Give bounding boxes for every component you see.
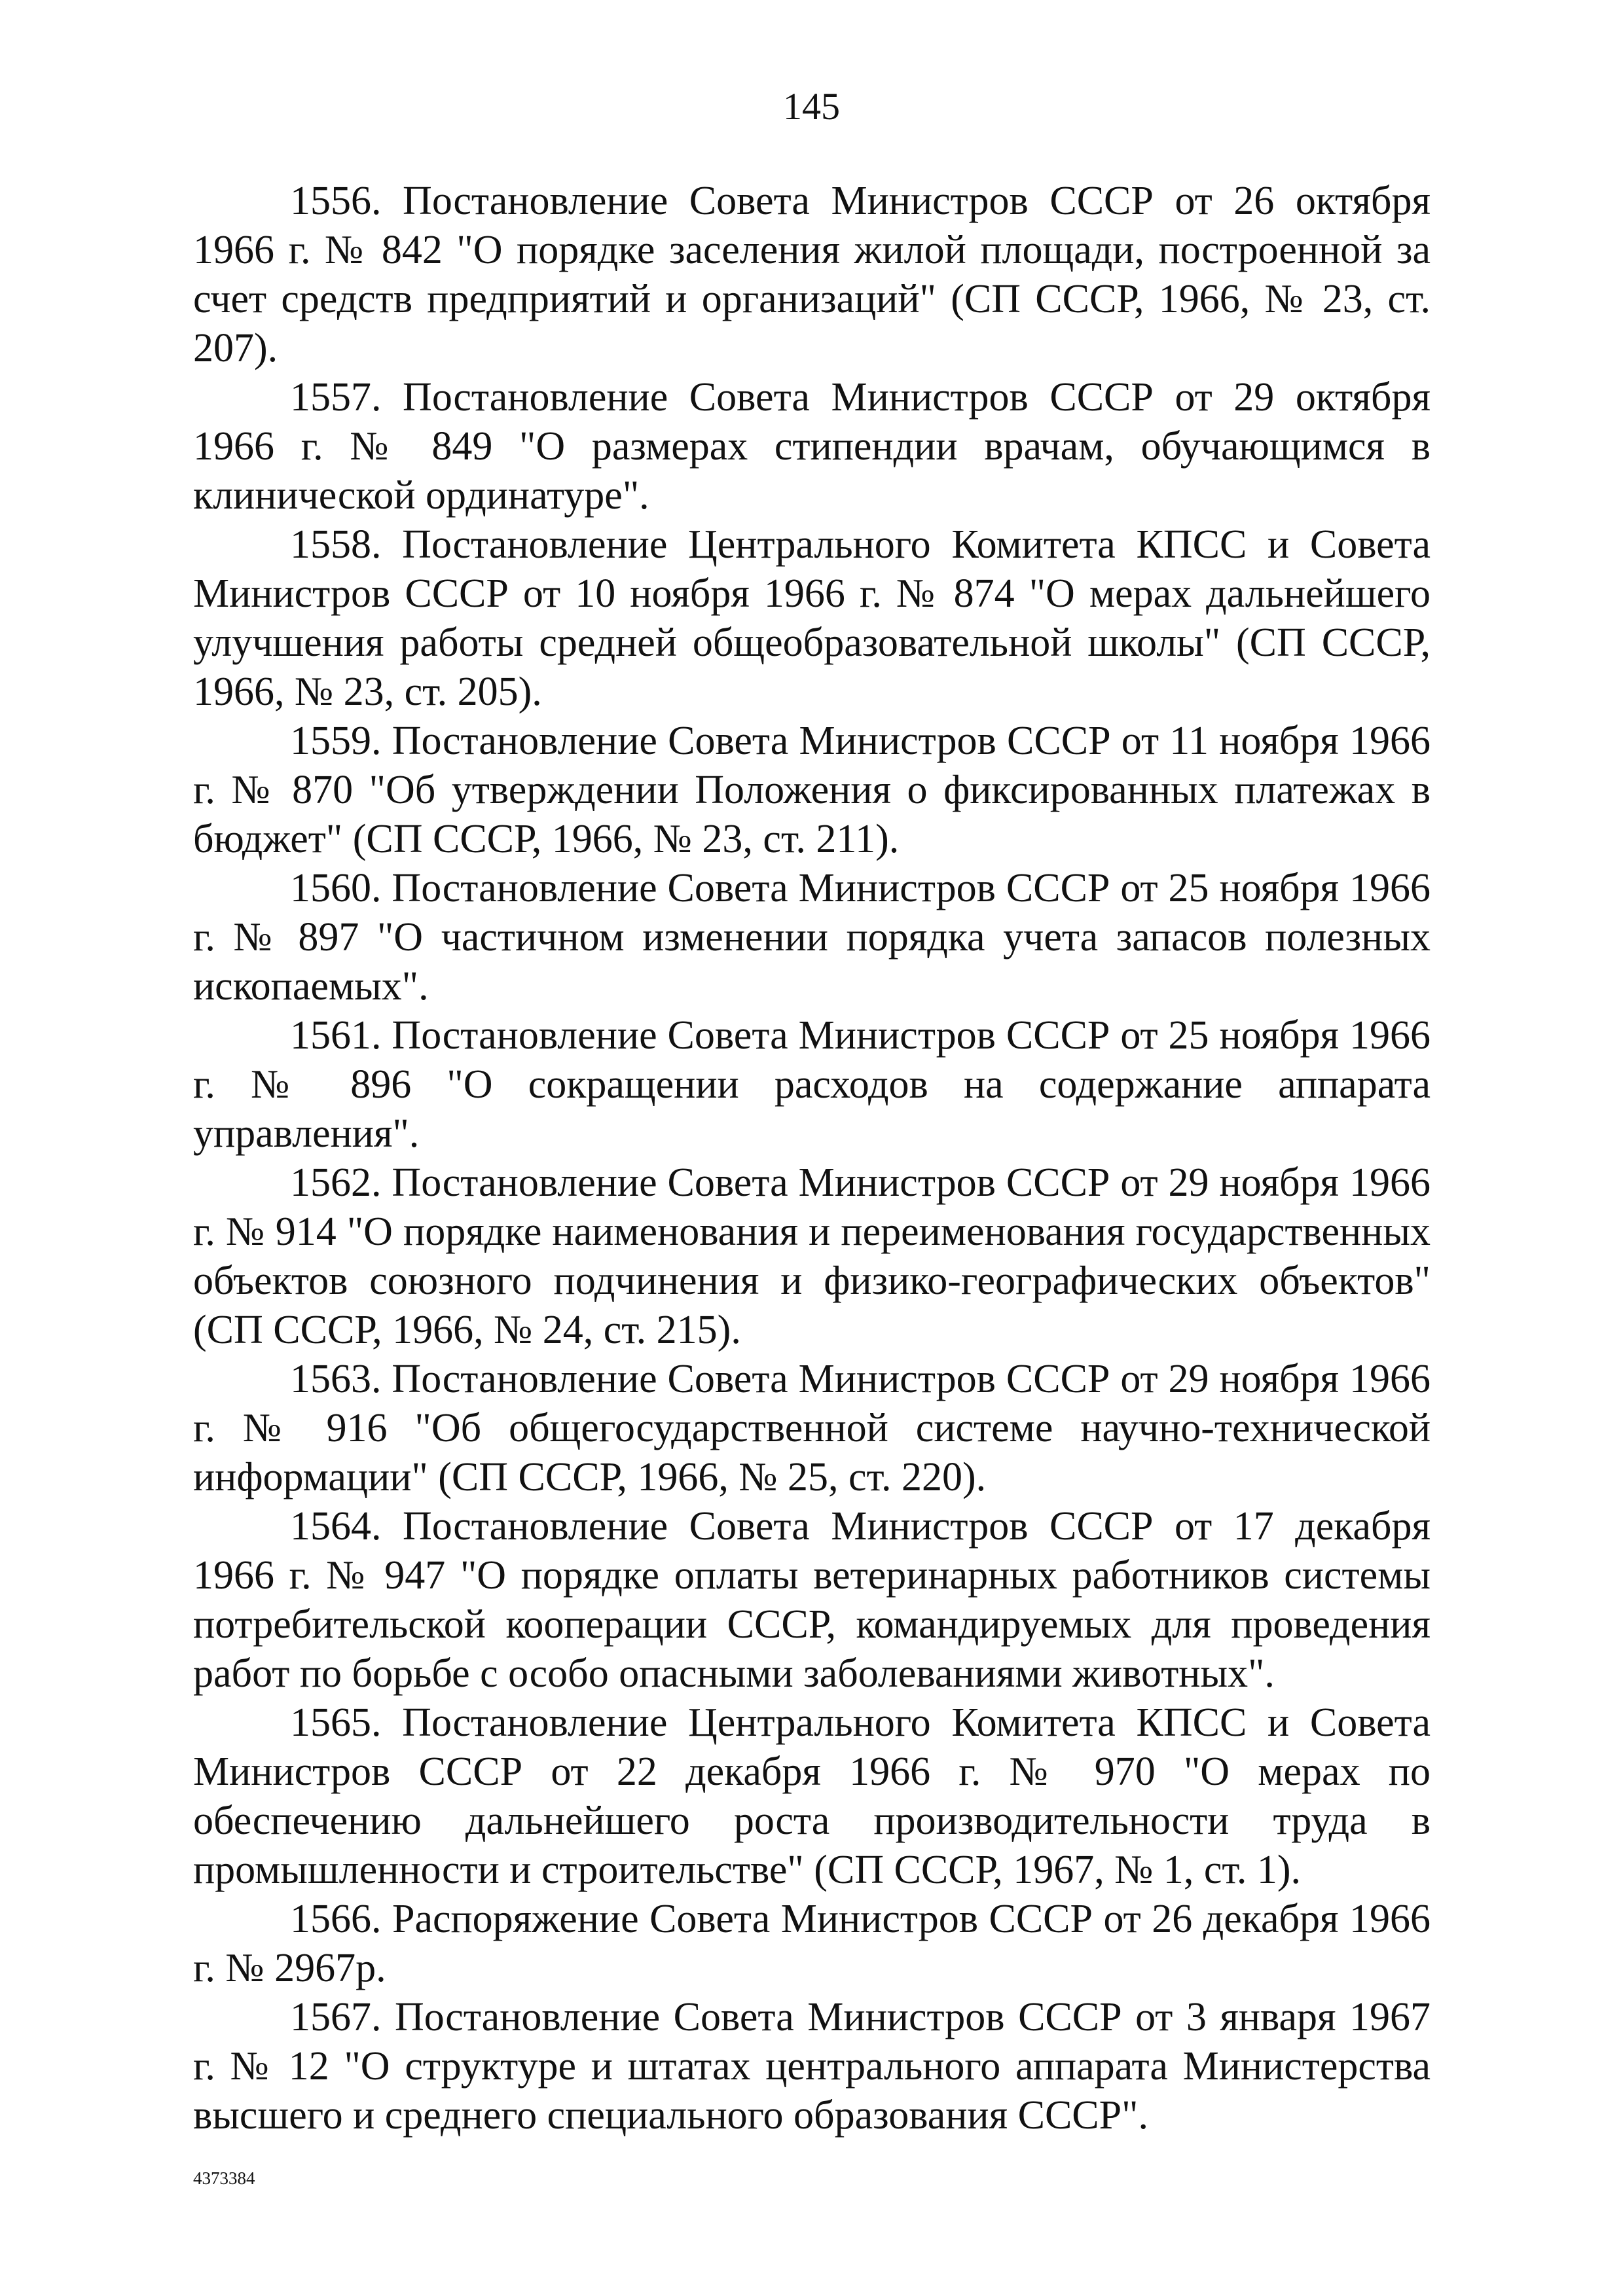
list-item: 1559. Постановление Совета Министров СССР от 11 ноября 1966 г. № 870 "Об утверждении Положения о фиксированных платежах в бюджет" (СП СССР, 1966, № 23, ст. 211). <box>193 719 1431 861</box>
list-item: 1565. Постановление Центрального Комитета КПСС и Совета Министров СССР от 22 декабря 1966 г. № 970 "О мерах по обеспечению дальнейшего роста производительности труда в промышленности и строительстве" (СП СССР, 1967, № 1, ст. 1). <box>193 1700 1431 1892</box>
list-item: 1563. Постановление Совета Министров СССР от 29 ноября 1966 г. № 916 "Об общегосударственной системе научно-технической информации" (СП СССР, 1966, № 25, ст. 220). <box>193 1357 1431 1499</box>
list-item: 1556. Постановление Совета Министров СССР от 26 октября 1966 г. № 842 "О порядке заселения жилой площади, построенной за счет средств предприятий и организаций" (СП СССР, 1966, № 23, ст. 207). <box>193 179 1431 370</box>
page-number: 145 <box>783 85 840 128</box>
list-item: 1558. Постановление Центрального Комитета КПСС и Совета Министров СССР от 10 ноября 1966 г. № 874 "О мерах дальнейшего улучшения работы средней общеобразовательной школы" (СП СССР, 1966, № 23, ст. 205). <box>193 522 1431 714</box>
list-item: 1567. Постановление Совета Министров СССР от 3 января 1967 г. № 12 "О структуре и штатах центрального аппарата Министерства высшего и среднего специального образования СССР". <box>193 1995 1431 2138</box>
list-item: 1557. Постановление Совета Министров СССР от 29 октября 1966 г. № 849 "О размерах стипендии врачам, обучающимся в клинической ординатуре". <box>193 375 1431 518</box>
list-item: 1560. Постановление Совета Министров СССР от 25 ноября 1966 г. № 897 "О частичном изменении порядка учета запасов полезных ископаемых". <box>193 866 1431 1009</box>
list-item: 1564. Постановление Совета Министров СССР от 17 декабря 1966 г. № 947 "О порядке оплаты ветеринарных работников системы потребительской кооперации СССР, командируемых для проведения работ по борьбе с особо опасными заболеваниями животных". <box>193 1504 1431 1696</box>
document-id: 4373384 <box>193 2168 255 2188</box>
list-item: 1561. Постановление Совета Министров СССР от 25 ноября 1966 г. № 896 "О сокращении расходов на содержание аппарата управления". <box>193 1013 1431 1156</box>
document-body <box>193 177 1431 2140</box>
list-item: 1562. Постановление Совета Министров СССР от 29 ноября 1966 г. № 914 "О порядке наименования и переименования государственных объектов союзного подчинения и физико-географических объектов" (СП СССР, 1966, № 24, ст. 215). <box>193 1160 1431 1352</box>
list-item: 1566. Распоряжение Совета Министров СССР от 26 декабря 1966 г. № 2967р. <box>193 1897 1431 1990</box>
